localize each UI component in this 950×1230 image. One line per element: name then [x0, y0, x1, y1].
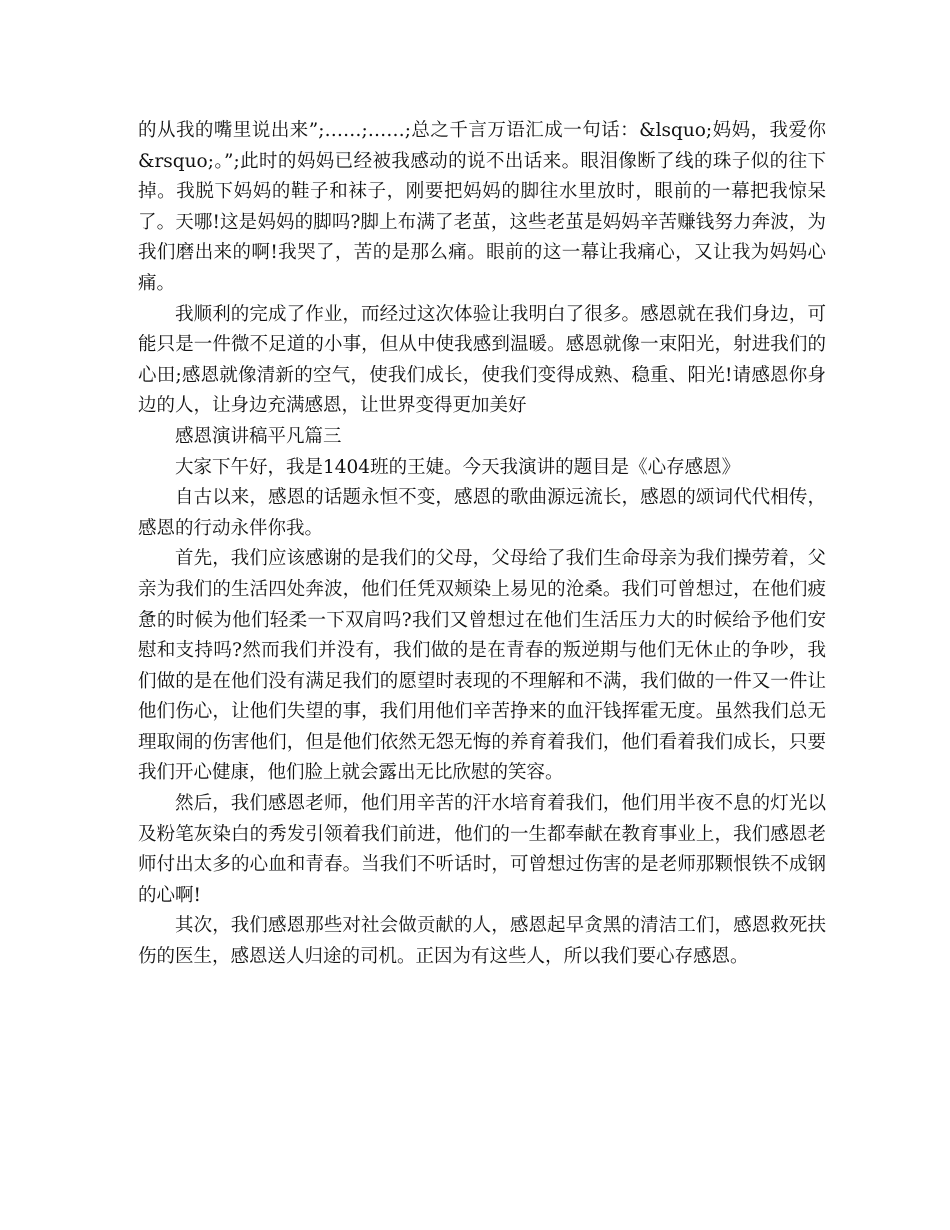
- section-heading: 感恩演讲稿平凡篇三: [175, 425, 342, 447]
- paragraph-continuation: 的从我的嘴里说出来”;……;……;总之千言万语汇成一句话：&lsquo;妈妈，我爱你&rsquo;。”;此时的妈妈已经被我感动的说不出话来。眼泪像断了线的珠子似的往下掉。我脱下妈妈的鞋子和袜子，刚要把妈妈的脚往水里放时，眼前的一幕把我惊呆了。天哪!这是妈妈的脚吗?脚上布满了老茧，这些老茧是妈妈辛苦赚钱努力奔波，为我们磨出来的啊!我哭了，苦的是那么痛。眼前的这一幕让我痛心，又让我为妈妈心痛。: [138, 120, 826, 294]
- document-body: [138, 116, 826, 973]
- paragraph-greeting: 大家下午好，我是1404班的王婕。今天我演讲的题目是《心存感恩》: [175, 456, 741, 478]
- paragraph-society: 其次，我们感恩那些对社会做贡献的人，感恩起早贪黑的清洁工们，感恩救死扶伤的医生，感恩送人归途的司机。正因为有这些人，所以我们要心存感恩。: [138, 915, 826, 968]
- paragraph-intro: 自古以来，感恩的话题永恒不变，感恩的歌曲源远流长，感恩的颂词代代相传，感恩的行动永伴你我。: [138, 487, 826, 539]
- paragraph-parents: 首先，我们应该感谢的是我们的父母，父母给了我们生命母亲为我们操劳着，父亲为我们的生活四处奔波，他们任凭双颊染上易见的沧桑。我们可曾想过，在他们疲惫的时候为他们轻柔一下双肩吗?我们又曾想过在他们生活压力大的时候给予他们安慰和支持吗?然而我们并没有，我们做的是在青春的叛逆期与他们无休止的争吵，我们做的是在他们没有满足我们的愿望时表现的不理解和不满，我们做的一件又一件让他们伤心，让他们失望的事，我们用他们辛苦挣来的血汗钱挥霍无度。虽然我们总无理取闹的伤害他们，但是他们依然无怨无悔的养育着我们，他们看着我们成长，只要我们开心健康，他们脸上就会露出无比欣慰的笑容。: [138, 548, 826, 784]
- paragraph-teachers: 然后，我们感恩老师，他们用辛苦的汗水培育着我们，他们用半夜不息的灯光以及粉笔灰染白的秀发引领着我们前进，他们的一生都奉献在教育事业上，我们感恩老师付出太多的心血和青春。当我们不听话时，可曾想过伤害的是老师那颗恨铁不成钢的心啊!: [138, 793, 826, 906]
- paragraph-conclusion: 我顺利的完成了作业，而经过这次体验让我明白了很多。感恩就在我们身边，可能只是一件微不足道的小事，但从中使我感到温暖。感恩就像一束阳光，射进我们的心田;感恩就像清新的空气，使我们成长，使我们变得成熟、稳重、阳光!请感恩你身边的人，让身边充满感恩，让世界变得更加美好: [138, 303, 826, 417]
